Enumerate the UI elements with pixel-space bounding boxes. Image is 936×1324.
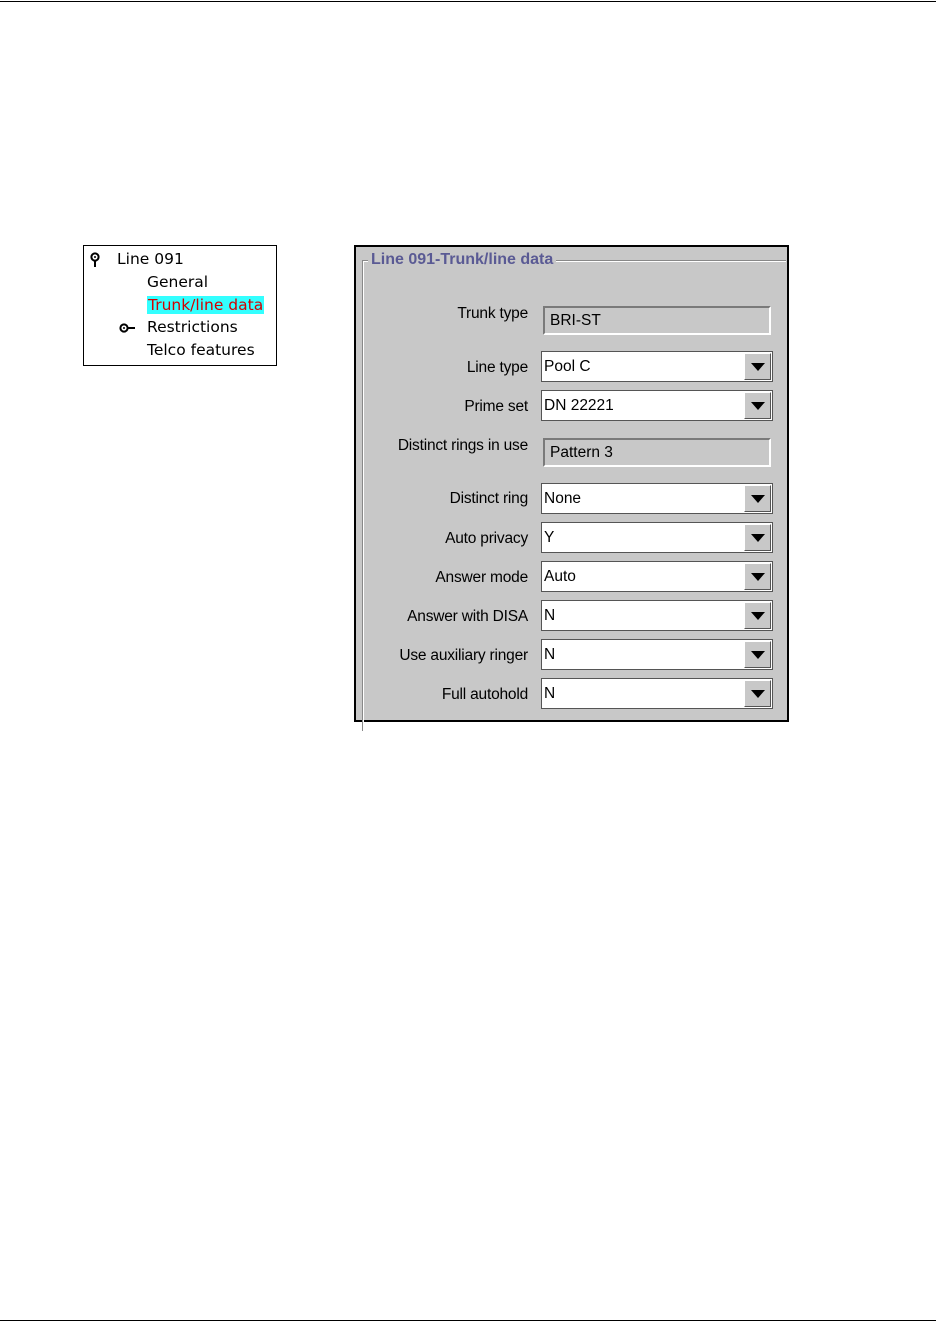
answer-mode-dropdown-button[interactable] [744, 563, 771, 590]
distinct-rings-in-use-label: Distinct rings in use [397, 437, 528, 454]
auto-privacy-dropdown-button[interactable] [744, 524, 771, 551]
answer-with-disa-label: Answer with DISA [407, 608, 528, 625]
use-auxiliary-ringer-label: Use auxiliary ringer [399, 647, 528, 664]
full-autohold-value: N [544, 685, 556, 702]
chevron-down-icon [751, 495, 765, 503]
prime-set-select[interactable] [541, 390, 773, 421]
chevron-down-icon [751, 651, 765, 659]
tree-item-general[interactable] [147, 272, 208, 293]
tree-item-label: Restrictions [147, 318, 238, 336]
full-autohold-dropdown-button[interactable] [744, 680, 771, 707]
tree-node-collapsed-icon[interactable] [119, 320, 139, 338]
distinct-ring-value: None [544, 490, 582, 507]
chevron-down-icon [751, 402, 765, 410]
tree-item-label: Telco features [147, 341, 255, 359]
tree-item-label: General [147, 273, 209, 291]
trunk-type-label: Trunk type [457, 305, 528, 322]
chevron-down-icon [751, 534, 765, 542]
chevron-down-icon [751, 363, 765, 371]
distinct-ring-dropdown-button[interactable] [744, 485, 771, 512]
line-type-dropdown-button[interactable] [744, 353, 771, 380]
answer-mode-value: Auto [544, 568, 576, 585]
chevron-down-icon [751, 612, 765, 620]
answer-with-disa-select[interactable] [541, 600, 773, 631]
distinct-ring-label: Distinct ring [449, 490, 528, 507]
full-autohold-select[interactable] [541, 678, 773, 709]
line-type-select[interactable] [541, 351, 773, 382]
auto-privacy-select[interactable] [541, 522, 773, 553]
page-bottom-rule [0, 1320, 936, 1321]
answer-mode-label: Answer mode [435, 569, 528, 586]
tree-item-label: Line 091 [117, 250, 184, 268]
prime-set-dropdown-button[interactable] [744, 392, 771, 419]
prime-set-label: Prime set [464, 398, 528, 415]
navigation-tree [83, 245, 277, 366]
trunk-type-field: BRI-ST [543, 306, 771, 335]
use-auxiliary-ringer-dropdown-button[interactable] [744, 641, 771, 668]
line-type-label: Line type [466, 359, 528, 376]
line-type-value: Pool C [544, 358, 591, 375]
tree-node-expanded-icon[interactable] [90, 252, 100, 272]
trunk-line-data-panel [354, 245, 789, 722]
answer-mode-select[interactable] [541, 561, 773, 592]
tree-item-trunk-line-data[interactable] [147, 295, 264, 316]
full-autohold-label: Full autohold [441, 686, 528, 703]
tree-item-line-091[interactable] [117, 249, 184, 270]
panel-title: Line 091-Trunk/line data [368, 250, 556, 270]
distinct-ring-select[interactable] [541, 483, 773, 514]
tree-item-restrictions[interactable] [147, 317, 238, 338]
page-top-rule [0, 1, 936, 2]
use-auxiliary-ringer-value: N [544, 646, 556, 663]
answer-with-disa-dropdown-button[interactable] [744, 602, 771, 629]
answer-with-disa-value: N [544, 607, 556, 624]
tree-item-label-selected: Trunk/line data [148, 296, 264, 314]
auto-privacy-label: Auto privacy [445, 530, 528, 547]
use-auxiliary-ringer-select[interactable] [541, 639, 773, 670]
chevron-down-icon [751, 573, 765, 581]
distinct-rings-in-use-field: Pattern 3 [543, 438, 771, 467]
chevron-down-icon [751, 690, 765, 698]
auto-privacy-value: Y [544, 529, 555, 546]
prime-set-value: DN 22221 [544, 397, 614, 414]
tree-item-telco-features[interactable] [147, 340, 255, 361]
